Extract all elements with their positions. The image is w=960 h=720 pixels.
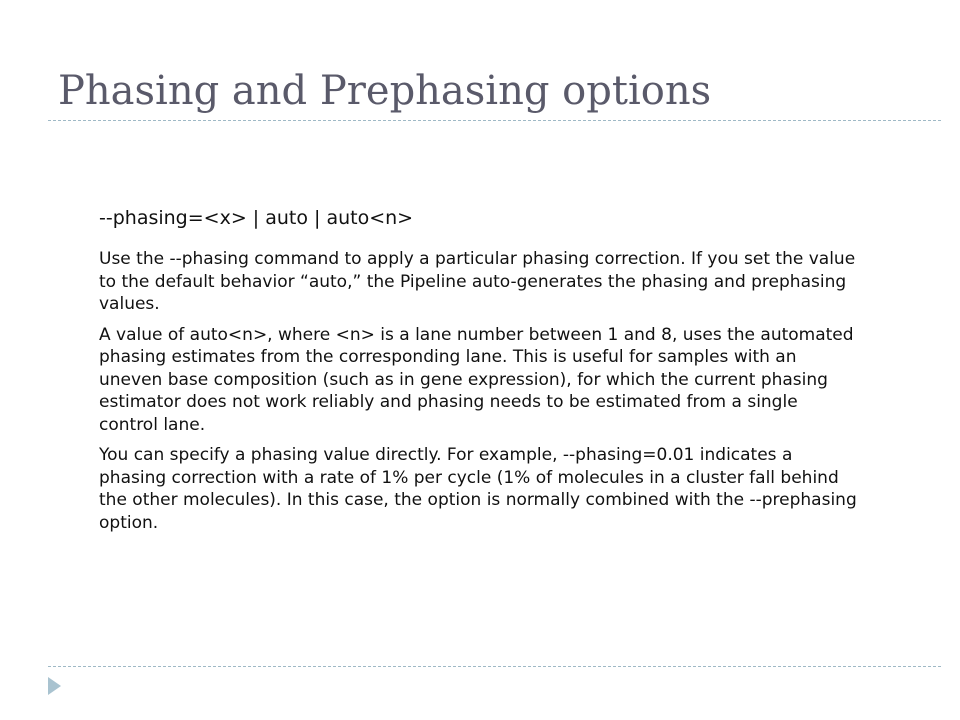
footer-divider	[48, 666, 941, 667]
option-syntax-heading: --phasing=<x> | auto | auto<n>	[99, 207, 414, 229]
slide-body	[99, 204, 859, 542]
slide-title: Phasing and Prephasing options	[58, 68, 712, 114]
paragraph-phasing-command: Use the --phasing command to apply a particular phasing correction. If you set the value to the default behavior “auto,” the Pipeline auto-generates the phasing and prephasing values.	[99, 249, 856, 314]
title-divider	[48, 120, 941, 121]
paragraph-auto-lane: A value of auto<n>, where <n> is a lane number between 1 and 8, uses the automated phasing estimates from the corresponding lane. This is useful for samples with an uneven base composition (such as in gene expression), for which the current phasing estimator does not work reliably and phasing needs to be estimated from a single control lane.	[99, 324, 854, 435]
triangle-right-icon	[48, 677, 61, 695]
paragraph-direct-value: You can specify a phasing value directly. For example, --phasing=0.01 indicates a phasing correction with a rate of 1% per cycle (1% of molecules in a cluster fall behind the other molecules). In this case, the option is normally combined with the --prephasing option.	[99, 445, 857, 533]
